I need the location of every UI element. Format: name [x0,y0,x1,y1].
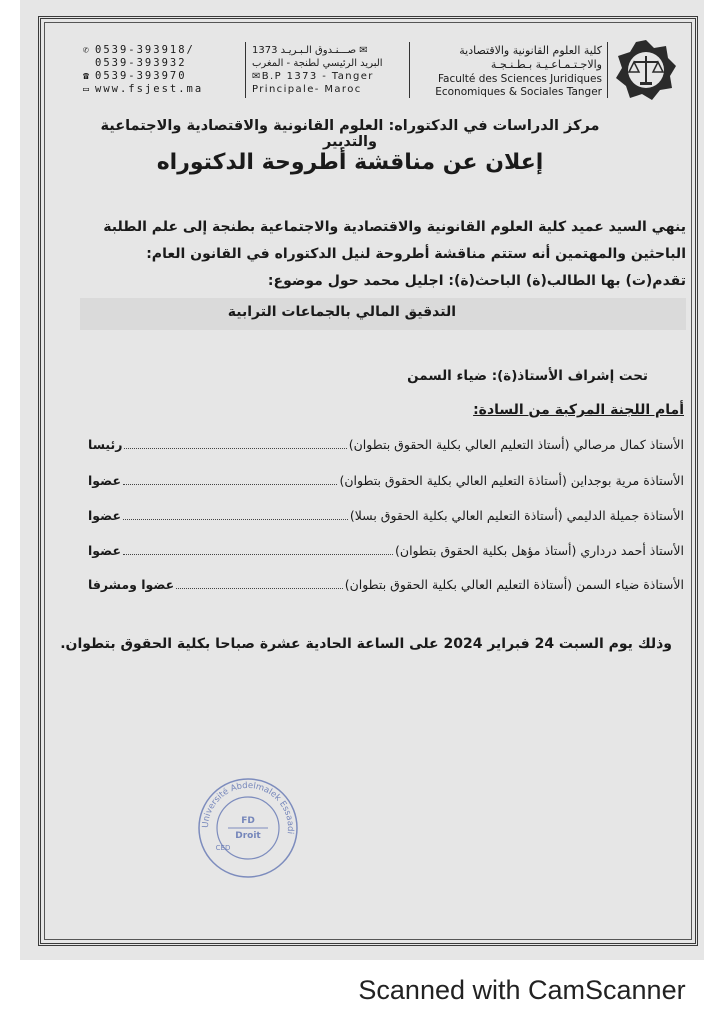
committee-member: الأستاذة ضياء السمن (أستاذة التعليم العالي بكلية الحقوق بتطوان) عضوا ومشرفا [88,577,684,592]
committee-heading: أمام اللجنة المركبة من السادة: [473,402,684,418]
letterhead [58,36,678,106]
university-stamp [196,776,300,880]
phone-icon: ✆ [82,45,90,56]
postal-address: ✉ صـــنـدوق الـبـريـد 1373 البريد الرئيسي لطنجة - المغرب ✉B.P 1373 - Tanger Principale- Maroc [252,45,383,95]
doctoral-center-name: مركز الدراسات في الدكتوراه: العلوم القانونية والاقتصادية والاجتماعية والتدبير [100,118,600,150]
mail-icon: ✉ [252,71,262,82]
svg-text:CED: CED [215,844,231,852]
committee-member: الأستاذة مرية بوجداين (أستاذة التعليم العالي بكلية الحقوق بتطوان) عضوا [88,473,684,488]
thesis-title: التدقيق المالي بالجماعات الترابية [227,304,456,320]
svg-text:Université Abdelmalek Essaadi: Université Abdelmalek Essaadi [200,780,296,835]
announcement-intro: ينهي السيد عميد كلية العلوم القانونية والاقتصادية والاجتماعية بطنجة إلى علم الطلبة الباحثين والمهتمين أنه ستتم مناقشة أطروحة لنيل الدكتوراه في القانون العام: تقدم(ت) بها الطالب(ة) الباحث(ة): اجليل محمد حول موضوع: [103,219,686,289]
svg-text:FD: FD [241,816,255,826]
fax-icon: ☎ [82,71,90,82]
contact-info: ✆ 0539-393918/ 0539-393932 ☎ 0539-393970 ▭ www.fsjest.ma [80,44,240,96]
faculty-name-ar: كلية العلوم القانونية والاقتصادية والاجـتـمـاعـيـة بـطـنـجـة [459,44,602,71]
supervisor-line: تحت إشراف الأستاذ(ة): ضياء السمن [407,368,648,384]
mail-icon: ✉ [356,45,368,56]
faculty-logo-icon [614,38,678,102]
scanner-watermark: Scanned with CamScanner [358,975,686,1005]
faculty-name-fr: Faculté des Sciences Juridiques Economiques & Sociales Tanger [435,73,602,98]
svg-text:Droit: Droit [235,831,261,841]
web-icon: ▭ [82,84,90,95]
document-title: إعلان عن مناقشة أطروحة الدكتوراه [156,150,544,175]
committee-member: الأستاذ أحمد درداري (أستاذ مؤهل بكلية الحقوق بتطوان) عضوا [88,543,684,558]
committee-member: الأستاذة جميلة الدليمي (أستاذة التعليم العالي بكلية الحقوق بسلا) عضوا [88,508,684,523]
committee-member: الأستاذ كمال مرصالي (أستاذ التعليم العالي بكلية الحقوق بتطوان) رئيسا [88,437,684,452]
thesis-title-band [80,298,686,330]
defense-date: وذلك يوم السبت 24 فبراير 2024 على الساعة الحادية عشرة صباحا بكلية الحقوق بتطوان. [60,636,672,652]
